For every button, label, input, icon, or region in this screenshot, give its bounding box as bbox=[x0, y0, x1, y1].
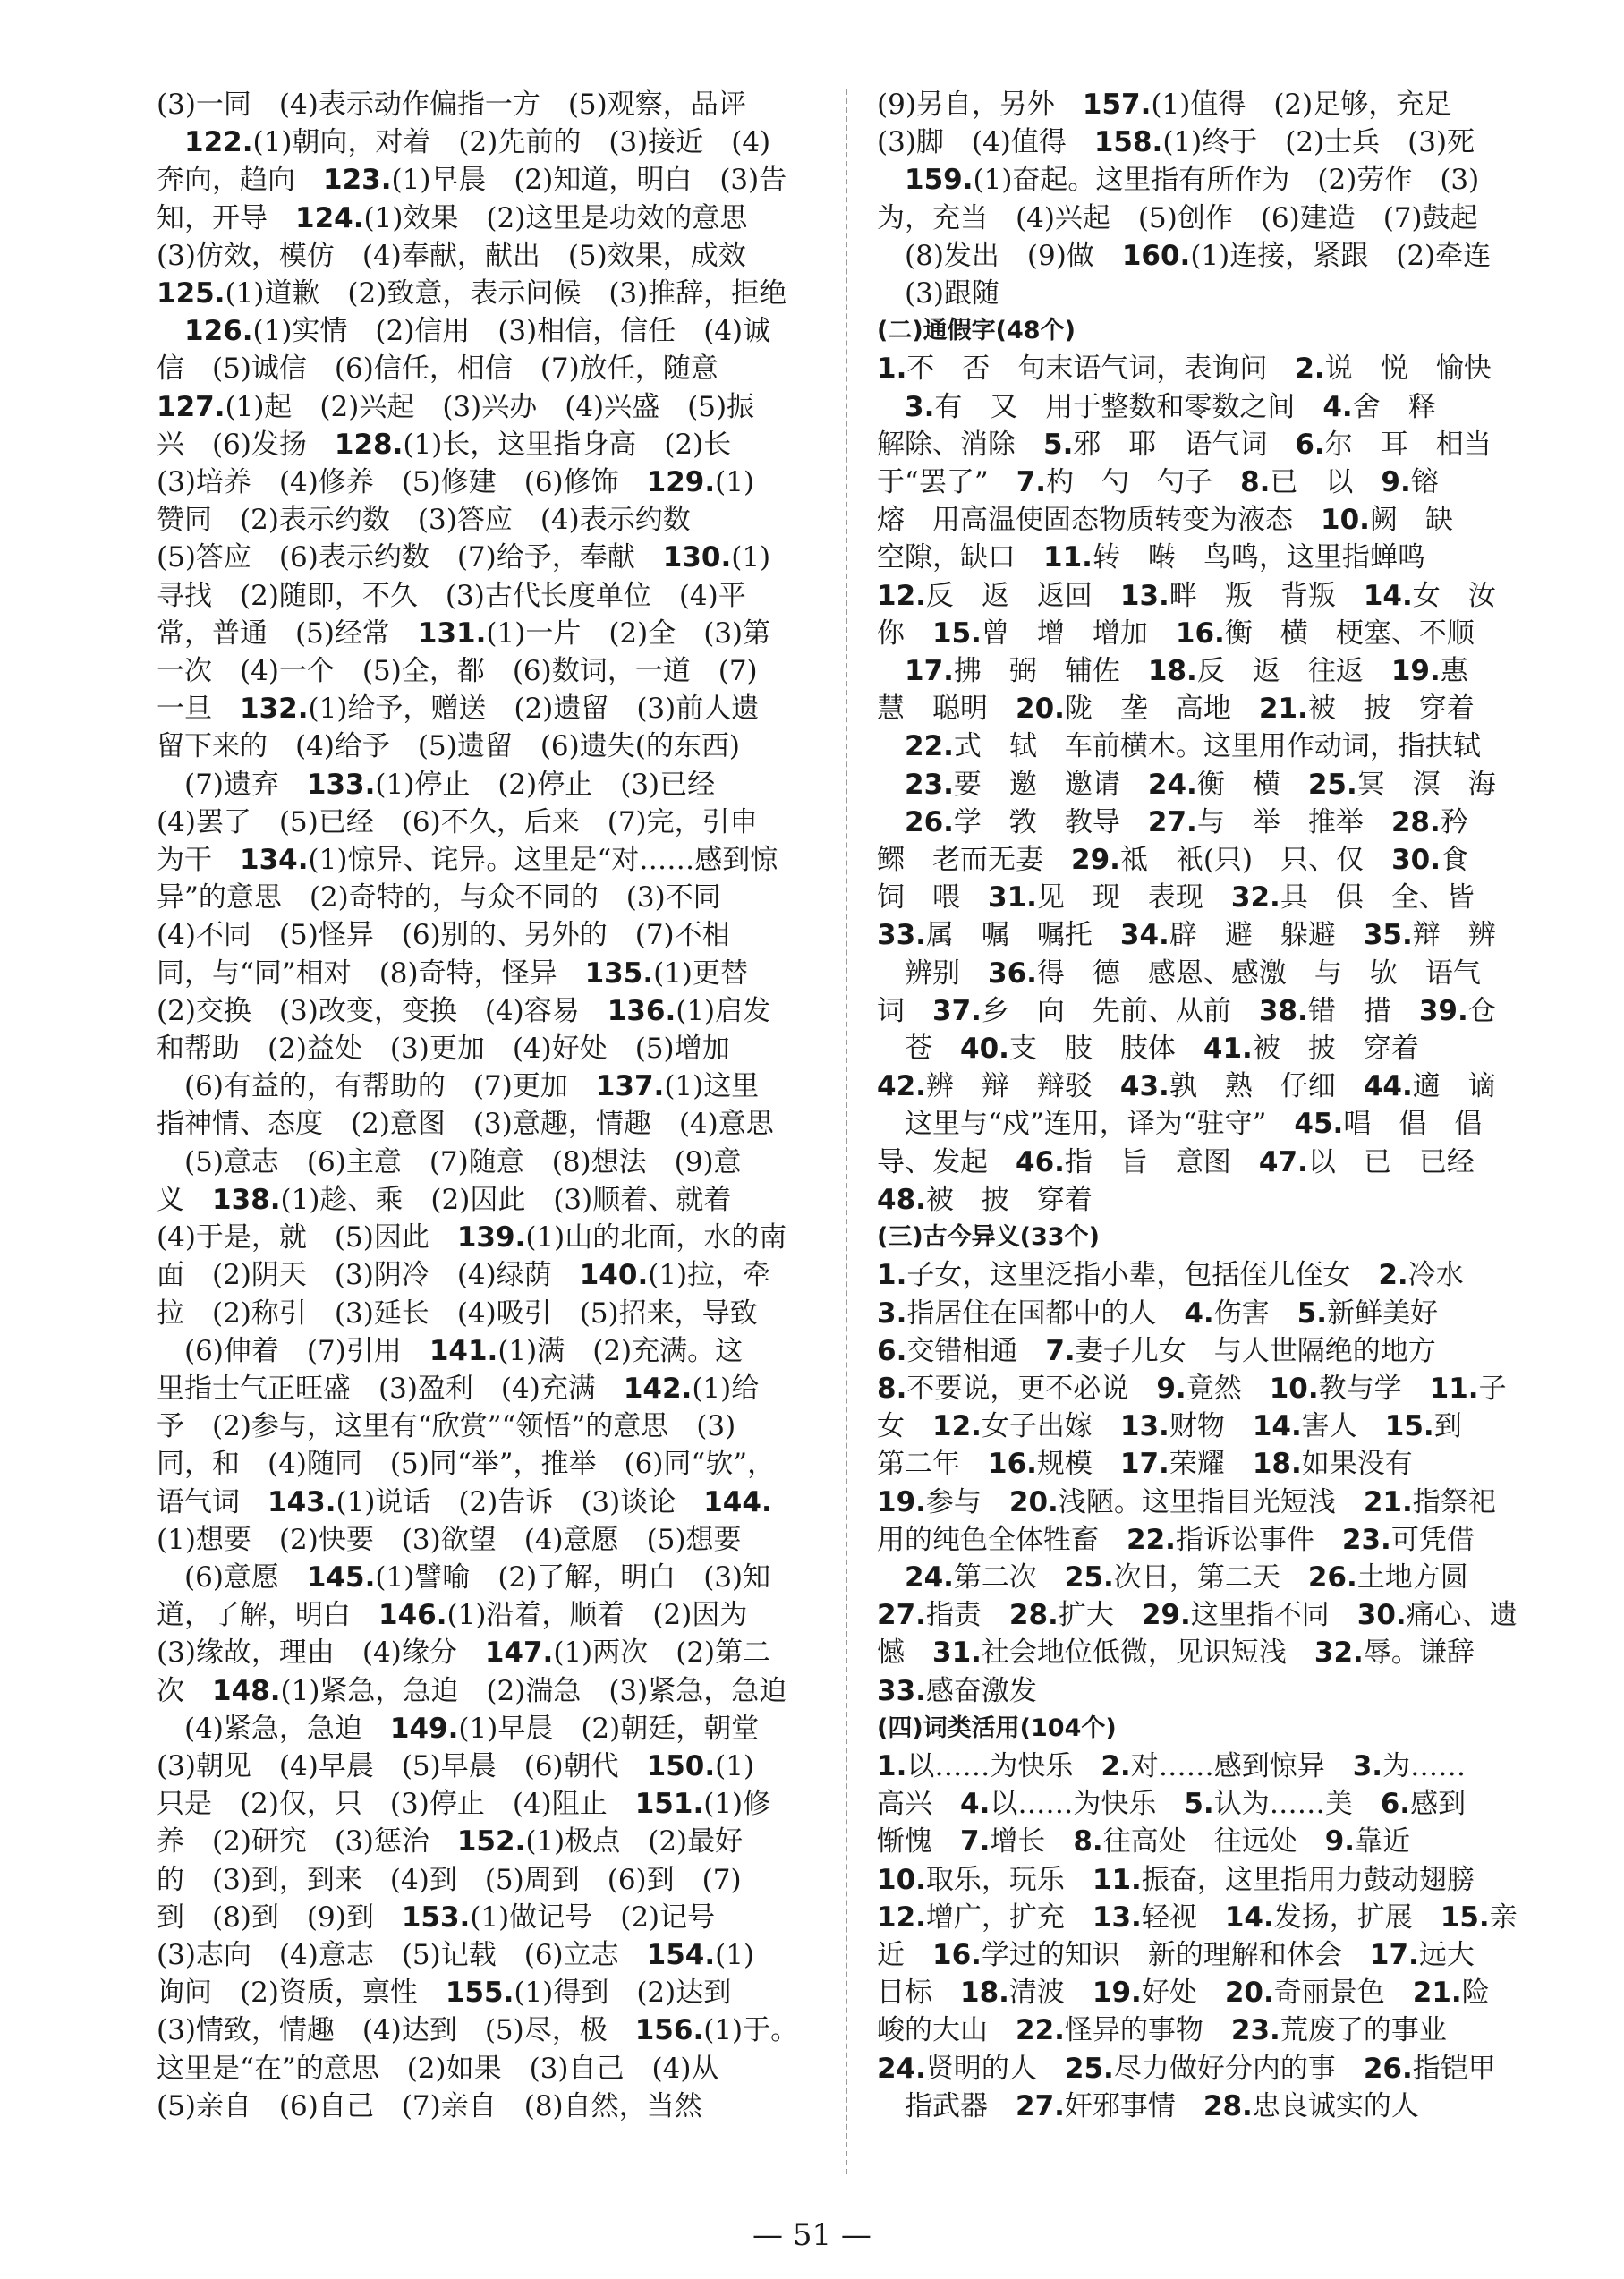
answer-line: (9)另自，另外 157.(1)值得 (2)足够，充足 bbox=[877, 89, 1452, 121]
answer-line: 33.感奋激发 bbox=[877, 1674, 1037, 1707]
answer-line: 这里是“在”的意思 (2)如果 (3)自己 (4)从 bbox=[157, 2052, 719, 2085]
answer-line: 辨别 36.得 德 感恩、感激 与 欤 语气 bbox=[877, 957, 1481, 990]
answer-line: 48.被 披 穿着 bbox=[877, 1183, 1093, 1216]
answer-line: 近 16.学过的知识 新的理解和体会 17.远大 bbox=[877, 1938, 1475, 1971]
answer-line: 24.第二次 25.次日，第二天 26.土地方圆 bbox=[905, 1560, 1468, 1594]
answer-line: 为干 134.(1)惊异、诧异。这里是“对……感到惊 bbox=[157, 844, 778, 877]
answer-line: (6)伸着 (7)引用 141.(1)满 (2)充满。这 bbox=[157, 1334, 744, 1367]
page-number: — 51 — bbox=[752, 2217, 872, 2253]
answer-line: (4)紧急，急迫 149.(1)早晨 (2)朝廷，朝堂 bbox=[157, 1712, 760, 1745]
answer-line: 1.不 否 句末语气词，表询问 2.说 悦 愉快 bbox=[877, 353, 1492, 386]
answer-line: 同，和 (4)随同 (5)同“举”，推举 (6)同“欤”， bbox=[157, 1448, 776, 1481]
answer-line: 23.要 邀 邀请 24.衡 横 25.冥 溟 海 bbox=[905, 768, 1496, 801]
answer-line: (2)交换 (3)改变，变换 (4)容易 136.(1)启发 bbox=[157, 994, 771, 1027]
answer-line: (8)发出 (9)做 160.(1)连接，紧跟 (2)牵连 bbox=[877, 239, 1492, 272]
answer-line: 19.参与 20.浅陋。这里指目光短浅 21.指祭祀 bbox=[877, 1485, 1496, 1518]
answer-line: 33.属 嘱 嘱托 34.辟 避 躲避 35.辩 辨 bbox=[877, 919, 1496, 952]
answer-line: (3)仿效，模仿 (4)奉献，献出 (5)效果，成效 bbox=[157, 239, 746, 272]
answer-line: 惭愧 7.增长 8.往高处 往远处 9.靠近 bbox=[877, 1825, 1411, 1858]
answer-line: 次 148.(1)紧急，急迫 (2)湍急 (3)紧急，急迫 bbox=[157, 1674, 787, 1707]
answer-line: (3)缘故，理由 (4)缘分 147.(1)两次 (2)第二 bbox=[157, 1637, 771, 1670]
answer-line: 义 138.(1)趁、乘 (2)因此 (3)顺着、就着 bbox=[157, 1183, 732, 1216]
answer-line: (5)答应 (6)表示约数 (7)给予，奉献 130.(1) bbox=[157, 541, 771, 574]
answer-line: 留下来的 (4)给予 (5)遗留 (6)遗失(的东西) bbox=[157, 730, 740, 763]
answer-line: 赞同 (2)表示约数 (3)答应 (4)表示约数 bbox=[157, 504, 691, 537]
answer-line: 10.取乐，玩乐 11.振奋，这里指用力鼓动翅膀 bbox=[877, 1863, 1475, 1896]
answer-line: 慧 聪明 20.陇 垄 高地 21.被 披 穿着 bbox=[877, 693, 1475, 726]
answer-line: 12.反 返 返回 13.畔 叛 背叛 14.女 汝 bbox=[877, 579, 1496, 612]
section-heading: (四)词类活用(104个) bbox=[877, 1714, 1117, 1742]
answer-line: 第二年 16.规模 17.荣耀 18.如果没有 bbox=[877, 1448, 1413, 1481]
column-divider bbox=[846, 89, 847, 2174]
answer-line: (3)一同 (4)表示动作偏指一方 (5)观察，品评 bbox=[157, 89, 746, 121]
answer-line: 3.指居住在国都中的人 4.伤害 5.新鲜美好 bbox=[877, 1297, 1439, 1330]
answer-line: (7)遗弃 133.(1)停止 (2)停止 (3)已经 bbox=[157, 768, 716, 801]
answer-line: 鳏 老而无妻 29.祗 衹(只) 只、仅 30.食 bbox=[877, 844, 1469, 877]
answer-line: 6.交错相通 7.妻子儿女 与人世隔绝的地方 bbox=[877, 1334, 1436, 1367]
answer-line: 于“罢了” 7.杓 勺 勺子 8.已 以 9.镕 bbox=[877, 466, 1439, 499]
answer-line: 和帮助 (2)益处 (3)更加 (4)好处 (5)增加 bbox=[157, 1033, 730, 1066]
answer-line: 指神情、态度 (2)意图 (3)意趣，情趣 (4)意思 bbox=[157, 1108, 774, 1141]
answer-line: 予 (2)参与，这里有“欣赏”“领悟”的意思 (3) bbox=[157, 1410, 736, 1443]
answer-line: 22.式 轼 车前横木。这里用作动词，指扶轼 bbox=[905, 730, 1481, 763]
answer-line: 词 37.乡 向 先前、从前 38.错 措 39.仓 bbox=[877, 994, 1496, 1027]
answer-line: 122.(1)朝向，对着 (2)先前的 (3)接近 (4) bbox=[184, 126, 771, 159]
answer-line: (3)朝见 (4)早晨 (5)早晨 (6)朝代 150.(1) bbox=[157, 1749, 755, 1782]
answer-line: (4)不同 (5)怪异 (6)别的、另外的 (7)不相 bbox=[157, 919, 730, 952]
answer-line: 养 (2)研究 (3)惩治 152.(1)极点 (2)最好 bbox=[157, 1825, 744, 1858]
answer-line: 常，普通 (5)经常 131.(1)一片 (2)全 (3)第 bbox=[157, 617, 771, 650]
answer-line: (6)有益的，有帮助的 (7)更加 137.(1)这里 bbox=[157, 1070, 760, 1103]
answer-line: 语气词 143.(1)说话 (2)告诉 (3)谈论 144. bbox=[157, 1485, 772, 1518]
answer-line: 42.辨 辩 辩驳 43.孰 熟 仔细 44.適 谪 bbox=[877, 1070, 1496, 1103]
answer-line: 同，与“同”相对 (8)奇特，怪异 135.(1)更替 bbox=[157, 957, 749, 990]
answer-line: 目标 18.清波 19.好处 20.奇丽景色 21.险 bbox=[877, 1977, 1490, 2010]
answer-line: 信 (5)诚信 (6)信任，相信 (7)放任，随意 bbox=[157, 353, 718, 386]
answer-line: 3.有 又 用于整数和零数之间 4.舍 释 bbox=[905, 390, 1436, 423]
answer-line: (4)于是，就 (5)因此 139.(1)山的北面，水的南 bbox=[157, 1221, 787, 1254]
answer-line: 饲 喂 31.见 现 表现 32.具 俱 全、皆 bbox=[877, 881, 1475, 914]
answer-line: 1.以……为快乐 2.对……感到惊异 3.为…… bbox=[877, 1749, 1467, 1782]
answer-line: 询问 (2)资质，禀性 155.(1)得到 (2)达到 bbox=[157, 1977, 732, 2010]
answer-line: 拉 (2)称引 (3)延长 (4)吸引 (5)招来，导致 bbox=[157, 1297, 758, 1330]
answer-line: 知，开导 124.(1)效果 (2)这里是功效的意思 bbox=[157, 201, 748, 234]
answer-line: 解除、消除 5.邪 耶 语气词 6.尔 耳 相当 bbox=[877, 428, 1492, 461]
answer-line: (1)想要 (2)快要 (3)欲望 (4)意愿 (5)想要 bbox=[157, 1523, 742, 1556]
answer-line: (3)脚 (4)值得 158.(1)终于 (2)士兵 (3)死 bbox=[877, 126, 1475, 159]
answer-line: (3)情致，情趣 (4)达到 (5)尽，极 156.(1)于。 bbox=[157, 2014, 799, 2047]
answer-line: 寻找 (2)随即，不久 (3)古代长度单位 (4)平 bbox=[157, 579, 746, 612]
answer-line: 8.不要说，更不必说 9.竟然 10.教与学 11.子 bbox=[877, 1372, 1507, 1405]
answer-line: 空隙，缺口 11.转 啭 鸟鸣，这里指蝉鸣 bbox=[877, 541, 1425, 574]
answer-line: 用的纯色全体牲畜 22.指诉讼事件 23.可凭借 bbox=[877, 1523, 1475, 1556]
answer-line: 女 12.女子出嫁 13.财物 14.害人 15.到 bbox=[877, 1410, 1462, 1443]
answer-line: 道，了解，明白 146.(1)沿着，顺着 (2)因为 bbox=[157, 1599, 748, 1632]
answer-line: (3)培养 (4)修养 (5)修建 (6)修饰 129.(1) bbox=[157, 466, 755, 499]
answer-line: (6)意愿 145.(1)譬喻 (2)了解，明白 (3)知 bbox=[157, 1560, 771, 1594]
answer-line: 159.(1)奋起。这里指有所作为 (2)劳作 (3) bbox=[905, 164, 1480, 197]
answer-line: 憾 31.社会地位低微，见识短浅 32.辱。谦辞 bbox=[877, 1637, 1475, 1670]
answer-line: 17.拂 弼 辅佐 18.反 返 往返 19.惠 bbox=[905, 655, 1468, 688]
answer-line: 1.子女，这里泛指小辈，包括侄儿侄女 2.冷水 bbox=[877, 1259, 1464, 1292]
answer-line: 高兴 4.以……为快乐 5.认为……美 6.感到 bbox=[877, 1788, 1467, 1821]
answer-line: 为，充当 (4)兴起 (5)创作 (6)建造 (7)鼓起 bbox=[877, 201, 1478, 234]
answer-line: 峻的大山 22.怪异的事物 23.荒废了的事业 bbox=[877, 2014, 1447, 2047]
answer-line: 导、发起 46.指 旨 意图 47.以 已 已经 bbox=[877, 1145, 1475, 1178]
answer-line: 这里与“戍”连用，译为“驻守” 45.唱 倡 倡 bbox=[877, 1108, 1483, 1141]
answer-line: 奔向，趋向 123.(1)早晨 (2)知道，明白 (3)告 bbox=[157, 164, 787, 197]
answer-line: 27.指责 28.扩大 29.这里指不同 30.痛心、遗 bbox=[877, 1599, 1518, 1632]
answer-line: 里指士气正旺盛 (3)盈利 (4)充满 142.(1)给 bbox=[157, 1372, 760, 1405]
answer-line: 12.增广，扩充 13.轻视 14.发扬，扩展 15.亲 bbox=[877, 1901, 1518, 1934]
left-column bbox=[157, 86, 850, 2125]
answer-line: 一旦 132.(1)给予，赠送 (2)遗留 (3)前人遗 bbox=[157, 693, 760, 726]
answer-line: 只是 (2)仅，只 (3)停止 (4)阻止 151.(1)修 bbox=[157, 1788, 771, 1821]
answer-line: 兴 (6)发扬 128.(1)长，这里指身高 (2)长 bbox=[157, 428, 732, 461]
section-heading: (三)古今异义(33个) bbox=[877, 1223, 1100, 1252]
answer-line: 异”的意思 (2)奇特的，与众不同的 (3)不同 bbox=[157, 881, 721, 914]
answer-line: 你 15.曾 增 增加 16.衡 横 梗塞、不顺 bbox=[877, 617, 1475, 650]
section-heading: (二)通假字(48个) bbox=[877, 317, 1076, 345]
answer-line: 24.贤明的人 25.尽力做好分内的事 26.指铠甲 bbox=[877, 2052, 1496, 2085]
answer-line: 26.学 敩 教导 27.与 举 推举 28.矜 bbox=[905, 805, 1468, 838]
answer-line: (3)志向 (4)意志 (5)记载 (6)立志 154.(1) bbox=[157, 1938, 755, 1971]
answer-line: 面 (2)阴天 (3)阴冷 (4)绿荫 140.(1)拉，牵 bbox=[157, 1259, 771, 1292]
answer-line: (5)亲自 (6)自己 (7)亲自 (8)自然，当然 bbox=[157, 2089, 702, 2122]
answer-line: 一次 (4)一个 (5)全，都 (6)数词，一道 (7) bbox=[157, 655, 758, 688]
right-column bbox=[877, 86, 1570, 2125]
answer-line: 到 (8)到 (9)到 153.(1)做记号 (2)记号 bbox=[157, 1901, 716, 1934]
answer-line: 指武器 27.奸邪事情 28.忠良诚实的人 bbox=[877, 2089, 1419, 2122]
answer-line: 苍 40.支 肢 肢体 41.被 披 穿着 bbox=[877, 1033, 1419, 1066]
answer-line: 125.(1)道歉 (2)致意，表示问候 (3)推辞，拒绝 bbox=[157, 277, 787, 310]
answer-line: 的 (3)到，到来 (4)到 (5)周到 (6)到 (7) bbox=[157, 1863, 742, 1896]
answer-line: 127.(1)起 (2)兴起 (3)兴办 (4)兴盛 (5)振 bbox=[157, 390, 755, 423]
answer-line: (4)罢了 (5)已经 (6)不久，后来 (7)完，引申 bbox=[157, 805, 758, 838]
answer-line: 熔 用高温使固态物质转变为液态 10.阙 缺 bbox=[877, 504, 1453, 537]
answer-line: (3)跟随 bbox=[877, 277, 999, 310]
answer-line: (5)意志 (6)主意 (7)随意 (8)想法 (9)意 bbox=[157, 1145, 742, 1178]
answer-line: 126.(1)实情 (2)信用 (3)相信，信任 (4)诚 bbox=[184, 315, 771, 348]
